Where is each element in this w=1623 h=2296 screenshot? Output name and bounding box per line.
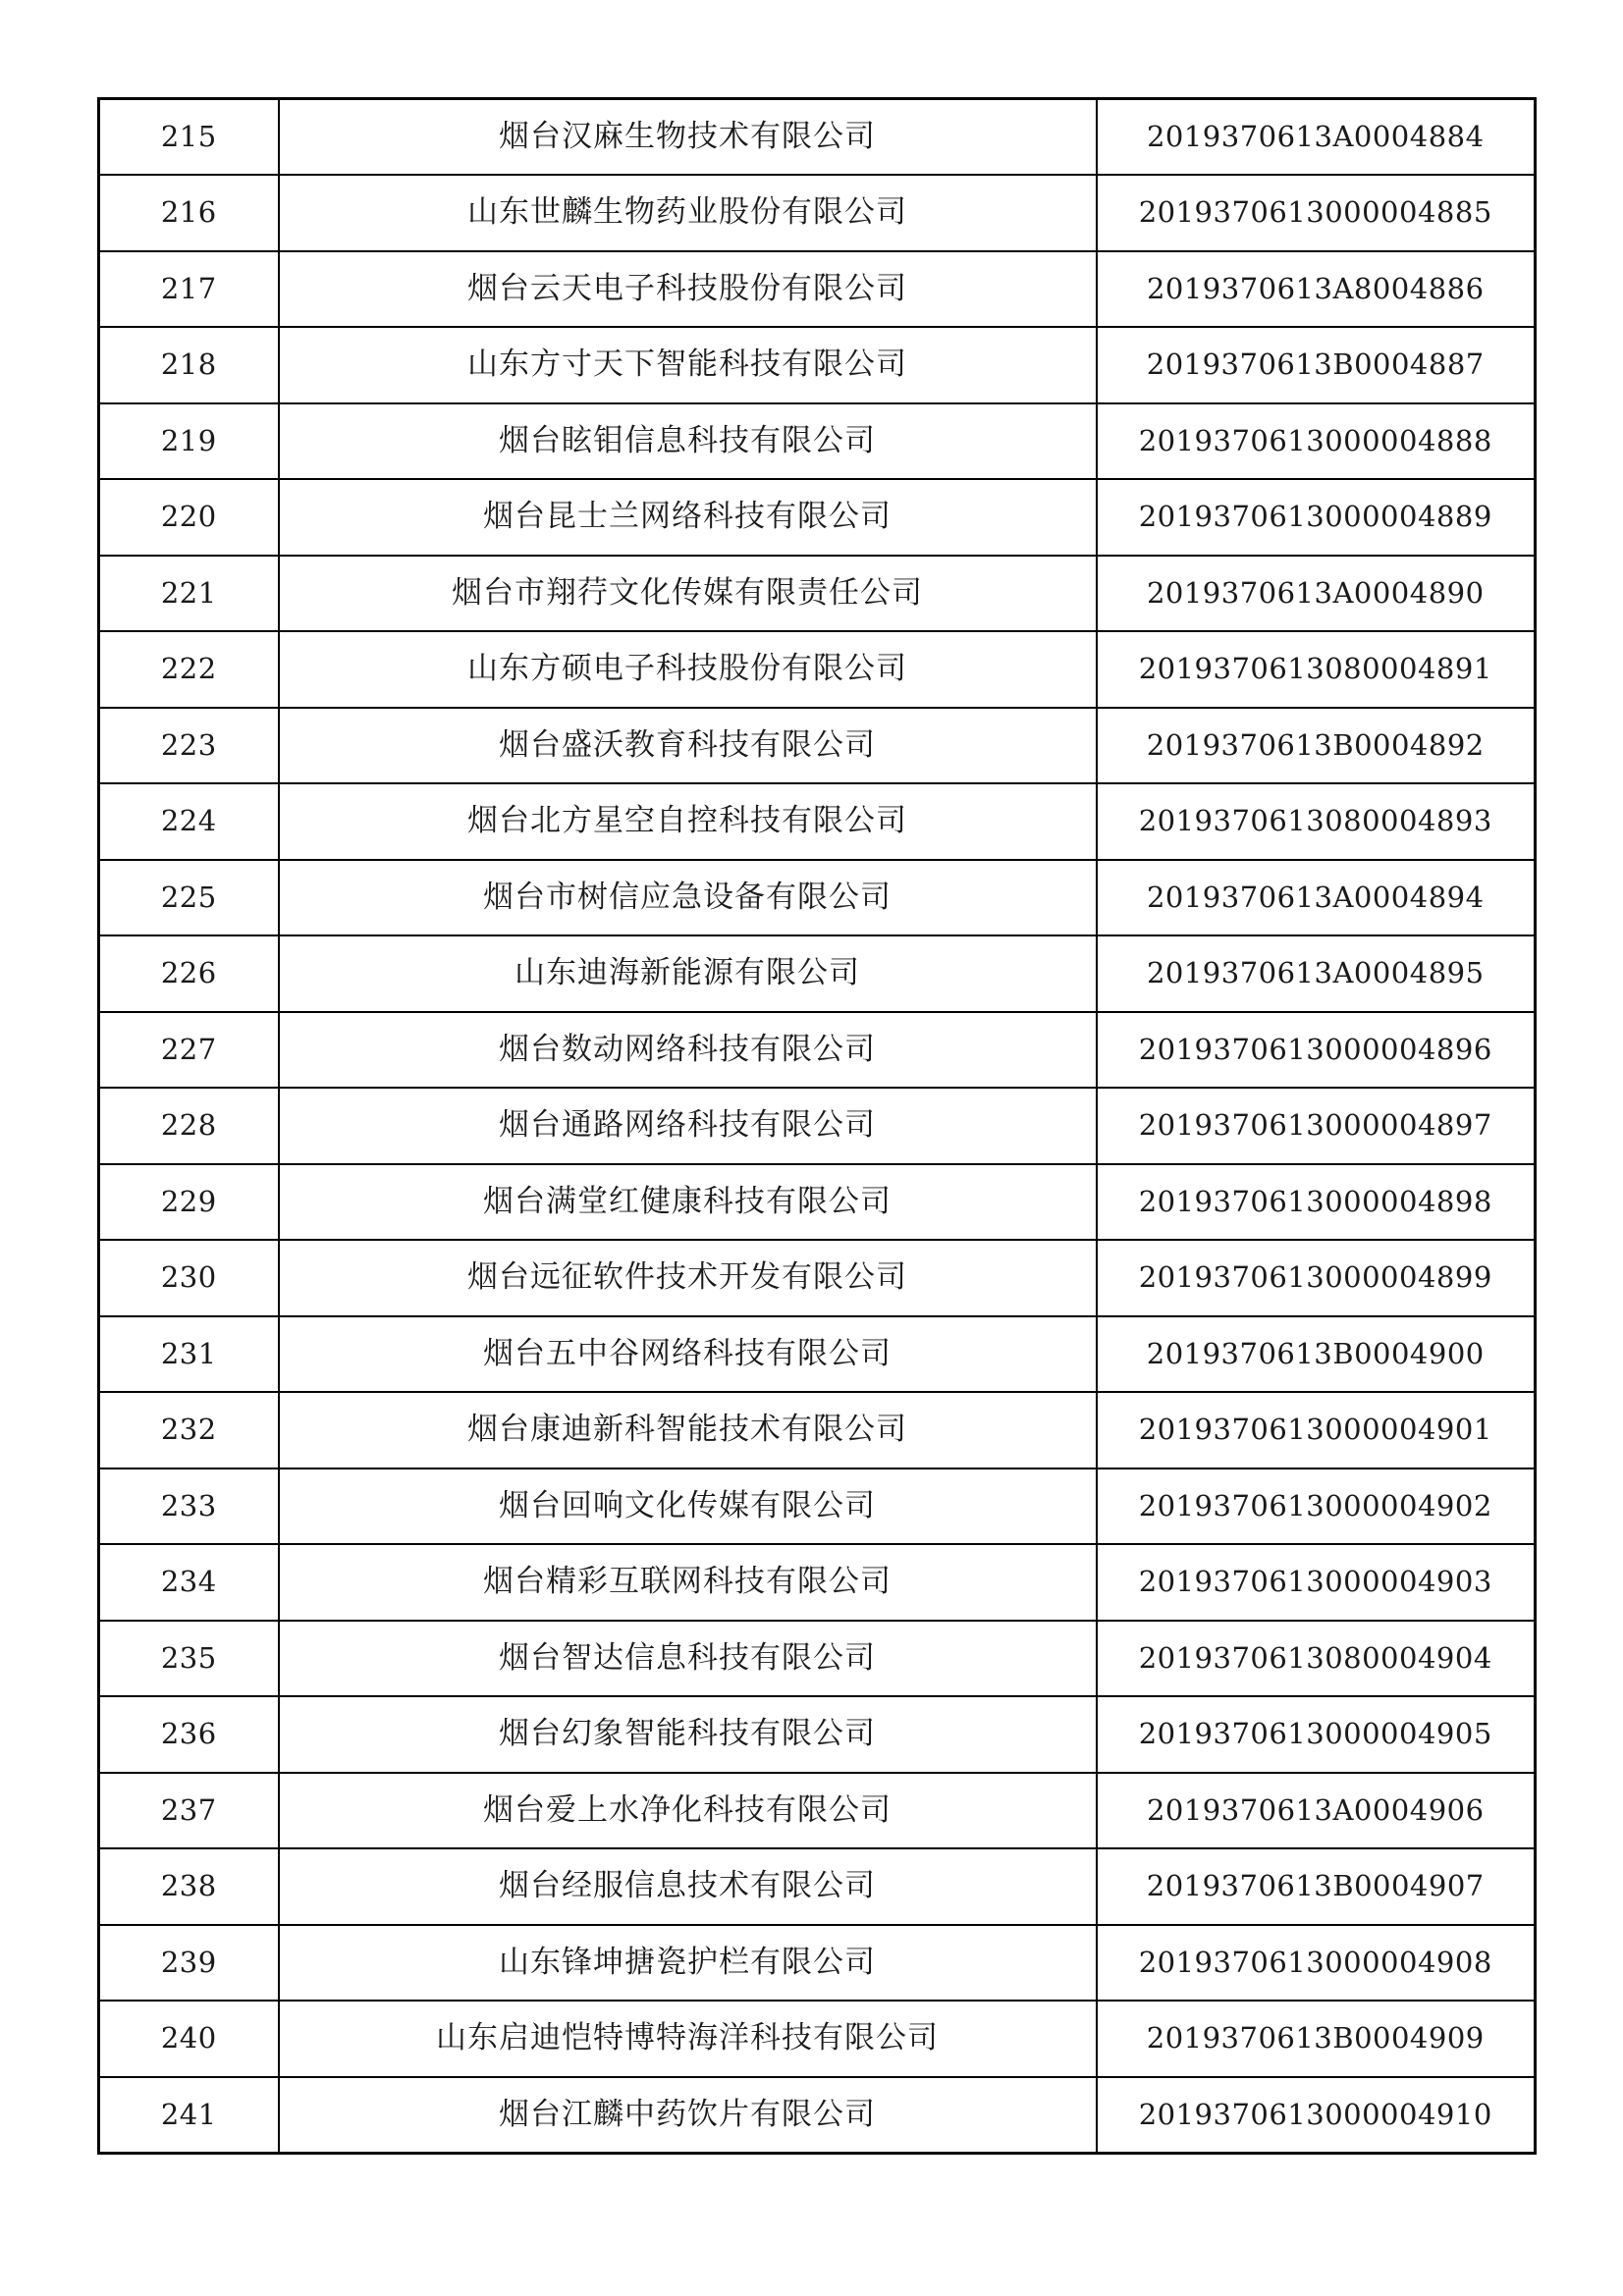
registration-code-cell: 2019370613000004899 bbox=[1097, 1240, 1536, 1316]
registration-code-cell: 2019370613A0004906 bbox=[1097, 1773, 1536, 1849]
registration-code-cell: 2019370613000004888 bbox=[1097, 403, 1536, 480]
registration-code-cell: 2019370613000004898 bbox=[1097, 1164, 1536, 1241]
row-number-cell: 215 bbox=[99, 99, 279, 176]
registration-code-cell: 2019370613B0004900 bbox=[1097, 1316, 1536, 1393]
registration-code-cell: 2019370613A0004894 bbox=[1097, 860, 1536, 936]
company-name-cell: 烟台爱上水净化科技有限公司 bbox=[279, 1773, 1097, 1849]
company-name-cell: 烟台回响文化传媒有限公司 bbox=[279, 1468, 1097, 1545]
row-number-cell: 227 bbox=[99, 1012, 279, 1089]
table-body bbox=[99, 99, 1536, 2154]
row-number-cell: 217 bbox=[99, 251, 279, 328]
company-name-cell: 烟台盛沃教育科技有限公司 bbox=[279, 708, 1097, 784]
table-row bbox=[99, 1773, 1536, 1849]
row-number-cell: 239 bbox=[99, 1925, 279, 2002]
table-row bbox=[99, 631, 1536, 708]
table-row bbox=[99, 1088, 1536, 1164]
company-name-cell: 烟台汉麻生物技术有限公司 bbox=[279, 99, 1097, 176]
row-number-cell: 229 bbox=[99, 1164, 279, 1241]
registration-code-cell: 2019370613080004891 bbox=[1097, 631, 1536, 708]
registration-code-cell: 2019370613B0004909 bbox=[1097, 2001, 1536, 2077]
company-name-cell: 烟台市翔荇文化传媒有限责任公司 bbox=[279, 556, 1097, 632]
row-number-cell: 240 bbox=[99, 2001, 279, 2077]
row-number-cell: 218 bbox=[99, 327, 279, 403]
company-name-cell: 烟台江麟中药饮片有限公司 bbox=[279, 2077, 1097, 2154]
company-name-cell: 烟台幻象智能科技有限公司 bbox=[279, 1696, 1097, 1773]
table-row bbox=[99, 2077, 1536, 2154]
company-name-cell: 烟台眩钼信息科技有限公司 bbox=[279, 403, 1097, 480]
row-number-cell: 233 bbox=[99, 1468, 279, 1545]
table-row bbox=[99, 1468, 1536, 1545]
company-name-cell: 烟台云天电子科技股份有限公司 bbox=[279, 251, 1097, 328]
registration-code-cell: 2019370613000004910 bbox=[1097, 2077, 1536, 2154]
registration-code-cell: 2019370613080004904 bbox=[1097, 1621, 1536, 1697]
table-row bbox=[99, 403, 1536, 480]
table-row bbox=[99, 1164, 1536, 1241]
registration-code-cell: 2019370613000004905 bbox=[1097, 1696, 1536, 1773]
table-row bbox=[99, 783, 1536, 860]
table-row bbox=[99, 1544, 1536, 1621]
company-name-cell: 山东方寸天下智能科技有限公司 bbox=[279, 327, 1097, 403]
table-row bbox=[99, 175, 1536, 251]
registration-code-cell: 2019370613B0004907 bbox=[1097, 1848, 1536, 1925]
row-number-cell: 221 bbox=[99, 556, 279, 632]
registration-code-cell: 2019370613000004897 bbox=[1097, 1088, 1536, 1164]
row-number-cell: 224 bbox=[99, 783, 279, 860]
table-row bbox=[99, 935, 1536, 1012]
row-number-cell: 222 bbox=[99, 631, 279, 708]
row-number-cell: 216 bbox=[99, 175, 279, 251]
company-name-cell: 烟台满堂红健康科技有限公司 bbox=[279, 1164, 1097, 1241]
registration-code-cell: 2019370613000004908 bbox=[1097, 1925, 1536, 2002]
row-number-cell: 235 bbox=[99, 1621, 279, 1697]
table-row bbox=[99, 251, 1536, 328]
company-name-cell: 烟台远征软件技术开发有限公司 bbox=[279, 1240, 1097, 1316]
row-number-cell: 223 bbox=[99, 708, 279, 784]
table-row bbox=[99, 327, 1536, 403]
company-name-cell: 烟台通路网络科技有限公司 bbox=[279, 1088, 1097, 1164]
table-row bbox=[99, 1621, 1536, 1697]
table-row bbox=[99, 1696, 1536, 1773]
registration-code-cell: 2019370613000004889 bbox=[1097, 479, 1536, 556]
row-number-cell: 237 bbox=[99, 1773, 279, 1849]
company-name-cell: 山东锋坤搪瓷护栏有限公司 bbox=[279, 1925, 1097, 2002]
table-row bbox=[99, 1316, 1536, 1393]
company-name-cell: 山东世麟生物药业股份有限公司 bbox=[279, 175, 1097, 251]
table-row bbox=[99, 1925, 1536, 2002]
row-number-cell: 225 bbox=[99, 860, 279, 936]
row-number-cell: 234 bbox=[99, 1544, 279, 1621]
row-number-cell: 231 bbox=[99, 1316, 279, 1393]
row-number-cell: 236 bbox=[99, 1696, 279, 1773]
registration-code-cell: 2019370613A8004886 bbox=[1097, 251, 1536, 328]
registration-code-cell: 2019370613000004902 bbox=[1097, 1468, 1536, 1545]
company-name-cell: 烟台数动网络科技有限公司 bbox=[279, 1012, 1097, 1089]
row-number-cell: 219 bbox=[99, 403, 279, 480]
table-row bbox=[99, 1848, 1536, 1925]
registration-code-cell: 2019370613A0004890 bbox=[1097, 556, 1536, 632]
table-row bbox=[99, 2001, 1536, 2077]
registration-code-cell: 2019370613000004896 bbox=[1097, 1012, 1536, 1089]
company-name-cell: 烟台经服信息技术有限公司 bbox=[279, 1848, 1097, 1925]
table-row bbox=[99, 1392, 1536, 1468]
company-name-cell: 烟台康迪新科智能技术有限公司 bbox=[279, 1392, 1097, 1468]
company-name-cell: 山东方硕电子科技股份有限公司 bbox=[279, 631, 1097, 708]
company-name-cell: 烟台五中谷网络科技有限公司 bbox=[279, 1316, 1097, 1393]
registration-code-cell: 2019370613000004901 bbox=[1097, 1392, 1536, 1468]
company-name-cell: 烟台昆士兰网络科技有限公司 bbox=[279, 479, 1097, 556]
table-row bbox=[99, 860, 1536, 936]
row-number-cell: 228 bbox=[99, 1088, 279, 1164]
row-number-cell: 226 bbox=[99, 935, 279, 1012]
table-row bbox=[99, 1240, 1536, 1316]
table-row bbox=[99, 479, 1536, 556]
row-number-cell: 232 bbox=[99, 1392, 279, 1468]
table-row bbox=[99, 1012, 1536, 1089]
row-number-cell: 220 bbox=[99, 479, 279, 556]
company-name-cell: 烟台智达信息科技有限公司 bbox=[279, 1621, 1097, 1697]
company-name-cell: 烟台精彩互联网科技有限公司 bbox=[279, 1544, 1097, 1621]
company-name-cell: 烟台市树信应急设备有限公司 bbox=[279, 860, 1097, 936]
row-number-cell: 241 bbox=[99, 2077, 279, 2154]
registration-code-cell: 2019370613000004903 bbox=[1097, 1544, 1536, 1621]
registration-code-cell: 2019370613B0004887 bbox=[1097, 327, 1536, 403]
table-row bbox=[99, 99, 1536, 176]
registration-code-cell: 2019370613B0004892 bbox=[1097, 708, 1536, 784]
row-number-cell: 230 bbox=[99, 1240, 279, 1316]
row-number-cell: 238 bbox=[99, 1848, 279, 1925]
company-name-cell: 山东迪海新能源有限公司 bbox=[279, 935, 1097, 1012]
company-name-cell: 山东启迪恺特博特海洋科技有限公司 bbox=[279, 2001, 1097, 2077]
registration-code-cell: 2019370613A0004884 bbox=[1097, 99, 1536, 176]
registration-code-cell: 2019370613080004893 bbox=[1097, 783, 1536, 860]
registration-table bbox=[97, 97, 1537, 2155]
registration-code-cell: 2019370613000004885 bbox=[1097, 175, 1536, 251]
table-row bbox=[99, 556, 1536, 632]
table-row bbox=[99, 708, 1536, 784]
company-name-cell: 烟台北方星空自控科技有限公司 bbox=[279, 783, 1097, 860]
registration-code-cell: 2019370613A0004895 bbox=[1097, 935, 1536, 1012]
